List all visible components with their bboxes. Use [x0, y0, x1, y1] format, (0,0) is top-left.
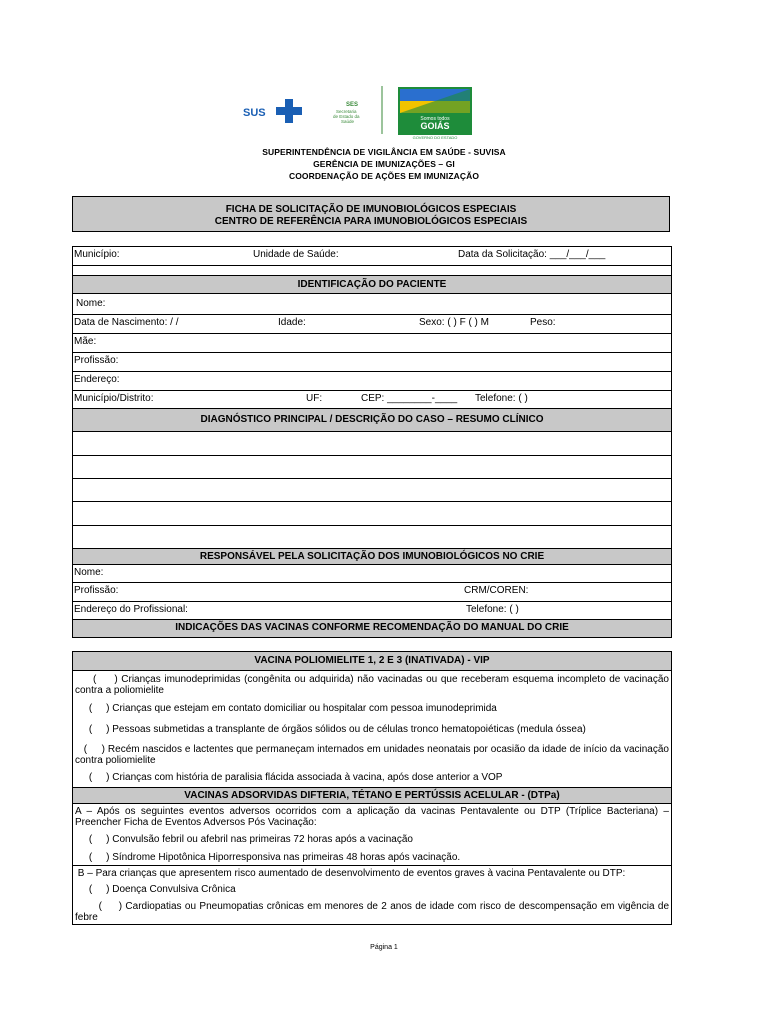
spacer-row [73, 266, 671, 276]
responsible-name-label: Nome: [74, 567, 104, 578]
unidade-label: Unidade de Saúde: [253, 249, 339, 260]
form-title-line1: FICHA DE SOLICITAÇÃO DE IMUNOBIOLÓGICOS ESPECIAIS [225, 204, 517, 215]
mother-row[interactable] [73, 334, 671, 353]
address-label: Endereço: [74, 374, 120, 385]
patient-name-row[interactable] [73, 294, 671, 315]
form-title [72, 196, 670, 232]
patient-name-label: Nome: [76, 298, 106, 309]
ses-logo [333, 102, 360, 124]
district-label: Município/Distrito: [74, 393, 154, 404]
district-row[interactable] [73, 391, 671, 409]
vip-section-header: VACINA POLIOMIELITE 1, 2 E 3 (INATIVADA) - VIP [73, 652, 671, 671]
vip-option-3[interactable]: ( ) Pessoas submetidas a transplante de órgãos sólidos ou de células tronco hematopoiéticas (medula óssea) [75, 724, 586, 735]
vip-options [73, 671, 671, 787]
ses-logo-line2: de Estado da [333, 114, 360, 119]
uf-label: UF: [306, 393, 323, 404]
sus-logo-text: SUS [243, 107, 266, 119]
vip-option-5[interactable]: ( ) Crianças com história de paralisia flácida associada à vacina, após dose anterior a VOP [75, 772, 503, 783]
phone-label: Telefone: ( ) [475, 393, 528, 404]
crm-coren-label: CRM/COREN: [464, 585, 529, 596]
cep-label: CEP: ________-____ [361, 393, 458, 404]
dtpa-b-option-1[interactable]: ( ) Doença Convulsiva Crônica [75, 884, 236, 895]
sus-cross-icon [276, 99, 302, 123]
responsible-address-label: Endereço do Profissional: [74, 604, 188, 615]
diagnosis-line-5[interactable] [73, 526, 671, 549]
ses-logo-line1: Secretaria [336, 109, 357, 114]
dtpa-a-block [73, 804, 671, 866]
birth-date-label: Data de Nascimento: / / [74, 317, 179, 328]
mother-label: Mãe: [74, 336, 97, 347]
goias-logo-line3: GOVERNO DO ESTADO [412, 135, 458, 140]
responsible-address-row[interactable] [73, 602, 671, 620]
diagnosis-line-4[interactable] [73, 502, 671, 526]
diagnosis-line-3[interactable] [73, 479, 671, 502]
sex-checkboxes[interactable]: Sexo: ( ) F ( ) M [419, 317, 489, 328]
municipio-label: Município: [74, 249, 120, 260]
patient-birth-row[interactable] [73, 315, 671, 334]
patient-section-header: IDENTIFICAÇÃO DO PACIENTE [73, 276, 671, 294]
page-number: Página 1 [370, 944, 398, 951]
org-line-1: SUPERINTENDÊNCIA DE VIGILÂNCIA EM SAÚDE - SUVISA [262, 147, 506, 157]
responsible-profession-row[interactable] [73, 583, 671, 602]
dtpa-b-text: B – Para crianças que apresentem risco aumentado de desenvolvimento de eventos graves à vacina Pentavalente ou DTP: [75, 868, 626, 879]
ses-logo-title: SES [346, 102, 359, 108]
dtpa-a-option-2[interactable]: ( ) Síndrome Hipotônica Hiporresponsiva nas primeiras 48 horas após vacinação. [75, 852, 461, 863]
logo-header [240, 84, 480, 140]
goias-logo-line2: GOIÁS [420, 121, 450, 131]
profession-label: Profissão: [74, 355, 119, 366]
vip-option-4[interactable]: ( ) Recém nascidos e lactentes que permaneçam internados em unidades neonatais por ocasião da idade de início da vacinação contra poliomielite [75, 744, 672, 766]
age-label: Idade: [278, 317, 306, 328]
vip-option-2[interactable]: ( ) Crianças que estejam em contato domiciliar ou hospitalar com pessoa imunodeprimida [75, 703, 497, 714]
goias-logo [398, 87, 472, 140]
logos-graphic [240, 84, 480, 140]
diagnosis-section-header: DIAGNÓSTICO PRINCIPAL / DESCRIÇÃO DO CASO – RESUMO CLÍNICO [73, 409, 671, 432]
vip-option-1[interactable]: ( ) Crianças imunodeprimidas (congênita ou adquirida) não vacinadas ou que receberam esquema incompleto de vacinação contra a poliomielite [75, 674, 672, 696]
dtpa-a-option-1[interactable]: ( ) Convulsão febril ou afebril nas primeiras 72 horas após a vacinação [75, 834, 413, 845]
weight-label: Peso: [530, 317, 556, 328]
org-line-2: GERÊNCIA DE IMUNIZAÇÕES – GI [313, 159, 455, 169]
diagnosis-line-2[interactable] [73, 456, 671, 479]
vaccine-form [72, 651, 672, 925]
request-row [73, 247, 671, 266]
responsible-phone-label: Telefone: ( ) [466, 604, 519, 615]
responsible-profession-label: Profissão: [74, 585, 119, 596]
responsible-name-row[interactable] [73, 565, 671, 583]
ses-logo-line3: Saúde [341, 119, 355, 124]
diagnosis-line-1[interactable] [73, 432, 671, 456]
org-line-3: COORDENAÇÃO DE AÇÕES EM IMUNIZAÇÃO [288, 171, 480, 181]
patient-form [72, 246, 672, 638]
form-title-line2: CENTRO DE REFERÊNCIA PARA IMUNOBIOLÓGICOS ESPECIAIS [214, 216, 528, 227]
data-solicitacao-field[interactable]: Data da Solicitação: ___/___/___ [458, 249, 606, 260]
responsible-section-header: RESPONSÁVEL PELA SOLICITAÇÃO DOS IMUNOBIOLÓGICOS NO CRIE [73, 549, 671, 565]
dtpa-b-option-2[interactable]: ( ) Cardiopatias ou Pneumopatias crônicas em menores de 2 anos de idade com risco de descompensação em vigência de febre [75, 901, 672, 923]
dtpa-section-header: VACINAS ADSORVIDAS DIFTERIA, TÉTANO E PERTÚSSIS ACELULAR - (DTPa) [73, 788, 671, 804]
profession-row[interactable] [73, 353, 671, 372]
dtpa-b-block [73, 866, 671, 924]
dtpa-a-text: A – Após os seguintes eventos adversos ocorridos com a aplicação da vacinas Pentavalente ou DTP (Tríplice Bacteriana) – Preencher Ficha de Eventos Adversos Pós Vacinação: [75, 806, 672, 828]
indications-header: INDICAÇÕES DAS VACINAS CONFORME RECOMENDAÇÃO DO MANUAL DO CRIE [73, 620, 671, 637]
goias-logo-line1: Somos todos [420, 116, 450, 122]
address-row[interactable] [73, 372, 671, 391]
